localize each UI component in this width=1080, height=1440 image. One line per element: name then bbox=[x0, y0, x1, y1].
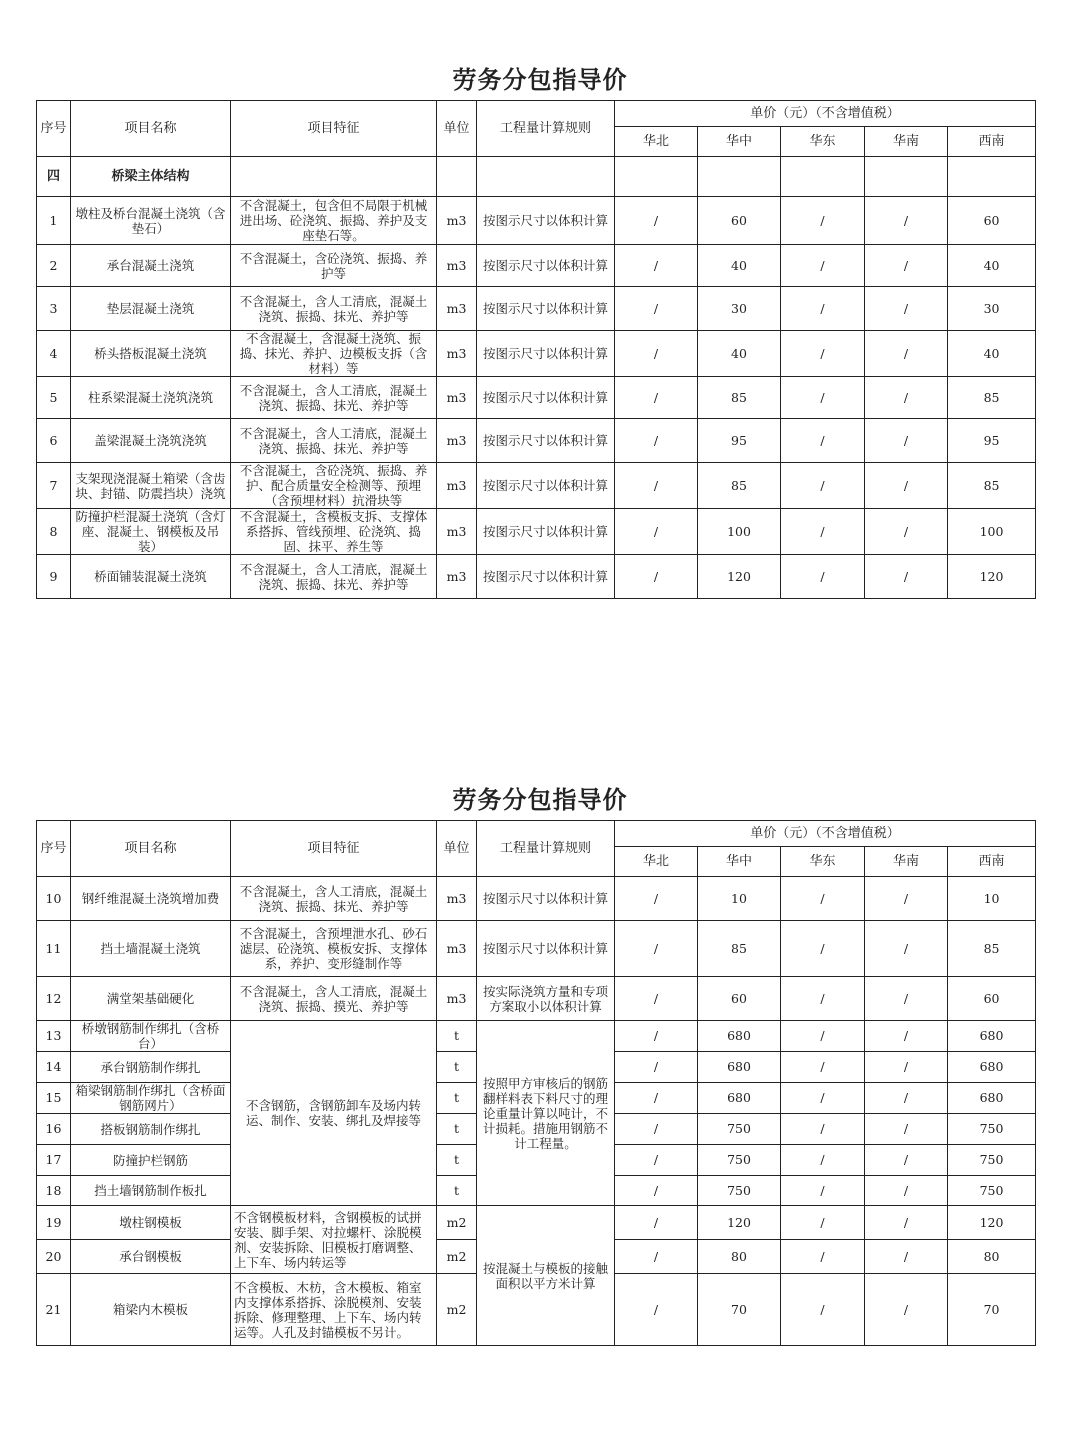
price-cell: / bbox=[615, 287, 698, 331]
rebar-rule: 按照甲方审核后的钢筋翻样料表下料尺寸的理论重量计算以吨计，不计损耗。措施用钢筋不计工程量。 bbox=[477, 1021, 615, 1206]
table-row bbox=[37, 287, 1036, 331]
price-cell: / bbox=[865, 921, 948, 977]
item-unit: t bbox=[437, 1021, 477, 1052]
row-no: 14 bbox=[37, 1052, 71, 1083]
price-cell: / bbox=[781, 1274, 865, 1346]
row-no: 17 bbox=[37, 1145, 71, 1176]
row-no: 12 bbox=[37, 977, 71, 1021]
row-no: 18 bbox=[37, 1176, 71, 1206]
price-cell: 40 bbox=[698, 331, 781, 377]
row-no: 3 bbox=[37, 287, 71, 331]
header-feature: 项目特征 bbox=[231, 821, 437, 877]
item-unit: m3 bbox=[437, 977, 477, 1021]
price-cell: / bbox=[615, 331, 698, 377]
table-row bbox=[37, 463, 1036, 509]
table-row bbox=[37, 921, 1036, 977]
header-unit: 单位 bbox=[437, 821, 477, 877]
price-cell: / bbox=[781, 555, 865, 599]
item-feature: 不含钢模板材料，含钢模板的试拼安装、脚手架、对拉螺杆、涂脱模剂、安装拆除、旧模板打磨调整、上下车、场内转运等 bbox=[231, 1206, 437, 1274]
item-unit: m3 bbox=[437, 921, 477, 977]
price-cell: / bbox=[615, 1176, 698, 1206]
item-name: 挡土墙混凝土浇筑 bbox=[71, 921, 231, 977]
header-region: 华中 bbox=[698, 127, 781, 157]
table-row bbox=[37, 197, 1036, 245]
item-name: 钢纤维混凝土浇筑增加费 bbox=[71, 877, 231, 921]
price-cell: / bbox=[781, 463, 865, 509]
price-cell: / bbox=[781, 1176, 865, 1206]
header-region: 华南 bbox=[865, 847, 948, 877]
price-cell: 85 bbox=[948, 921, 1036, 977]
price-cell: 60 bbox=[698, 197, 781, 245]
price-cell: 80 bbox=[948, 1240, 1036, 1274]
price-cell: / bbox=[865, 1052, 948, 1083]
price-cell: 30 bbox=[698, 287, 781, 331]
price-cell: / bbox=[615, 1114, 698, 1145]
price-cell: / bbox=[781, 921, 865, 977]
table-row bbox=[37, 331, 1036, 377]
row-no: 13 bbox=[37, 1021, 71, 1052]
price-cell: 120 bbox=[698, 1206, 781, 1240]
price-cell: / bbox=[865, 463, 948, 509]
header-region: 华南 bbox=[865, 127, 948, 157]
item-name: 搭板钢筋制作绑扎 bbox=[71, 1114, 231, 1145]
price-cell: 680 bbox=[948, 1052, 1036, 1083]
price-cell: / bbox=[865, 1176, 948, 1206]
price-cell: / bbox=[781, 1145, 865, 1176]
item-rule: 按图示尺寸以体积计算 bbox=[477, 877, 615, 921]
price-cell: / bbox=[781, 509, 865, 555]
price-cell: 10 bbox=[698, 877, 781, 921]
price-cell: / bbox=[865, 1083, 948, 1114]
item-feature: 不含混凝土，含人工清底，混凝土浇筑、振捣、抹光、养护等 bbox=[231, 555, 437, 599]
price-cell: / bbox=[615, 197, 698, 245]
price-cell: / bbox=[781, 1021, 865, 1052]
item-unit: m3 bbox=[437, 377, 477, 419]
price-cell: 85 bbox=[698, 377, 781, 419]
price-cell: 750 bbox=[948, 1145, 1036, 1176]
header-region: 华中 bbox=[698, 847, 781, 877]
price-cell: / bbox=[865, 555, 948, 599]
item-unit: m2 bbox=[437, 1274, 477, 1346]
row-no: 21 bbox=[37, 1274, 71, 1346]
item-name: 墩柱及桥台混凝土浇筑（含垫石） bbox=[71, 197, 231, 245]
price-cell: 120 bbox=[948, 1206, 1036, 1240]
price-cell: / bbox=[615, 555, 698, 599]
item-rule: 按图示尺寸以体积计算 bbox=[477, 287, 615, 331]
row-no: 9 bbox=[37, 555, 71, 599]
header-no: 序号 bbox=[37, 101, 71, 157]
price-cell: 100 bbox=[698, 509, 781, 555]
price-cell: / bbox=[865, 877, 948, 921]
price-cell: / bbox=[615, 1083, 698, 1114]
price-cell: / bbox=[615, 877, 698, 921]
item-unit: m3 bbox=[437, 509, 477, 555]
price-cell: 680 bbox=[698, 1052, 781, 1083]
price-cell: / bbox=[615, 921, 698, 977]
price-cell: 60 bbox=[948, 977, 1036, 1021]
price-cell: / bbox=[781, 377, 865, 419]
price-cell: / bbox=[781, 287, 865, 331]
row-no: 10 bbox=[37, 877, 71, 921]
header-name: 项目名称 bbox=[71, 821, 231, 877]
price-cell: / bbox=[865, 287, 948, 331]
item-name: 挡土墙钢筋制作板扎 bbox=[71, 1176, 231, 1206]
item-rule: 按图示尺寸以体积计算 bbox=[477, 377, 615, 419]
item-unit: m2 bbox=[437, 1206, 477, 1240]
row-no: 16 bbox=[37, 1114, 71, 1145]
item-unit: m3 bbox=[437, 877, 477, 921]
item-name: 桥墩钢筋制作绑扎（含桥台） bbox=[71, 1021, 231, 1052]
price-cell: / bbox=[781, 1114, 865, 1145]
price-cell: 680 bbox=[948, 1021, 1036, 1052]
row-no: 2 bbox=[37, 245, 71, 287]
price-cell: 680 bbox=[698, 1021, 781, 1052]
price-cell: / bbox=[865, 1240, 948, 1274]
section-name: 桥梁主体结构 bbox=[71, 157, 231, 197]
price-cell: / bbox=[781, 1240, 865, 1274]
item-name: 承台钢模板 bbox=[71, 1240, 231, 1274]
header-no: 序号 bbox=[37, 821, 71, 877]
price-cell: / bbox=[865, 509, 948, 555]
item-feature: 不含混凝土，含人工清底，混凝土浇筑、振捣、抹光、养护等 bbox=[231, 287, 437, 331]
item-name: 满堂架基础硬化 bbox=[71, 977, 231, 1021]
price-cell: / bbox=[615, 463, 698, 509]
item-name: 支架现浇混凝土箱梁（含齿块、封锚、防震挡块）浇筑 bbox=[71, 463, 231, 509]
price-cell: 85 bbox=[948, 463, 1036, 509]
price-cell: 680 bbox=[948, 1083, 1036, 1114]
item-feature: 不含混凝土，含人工清底，混凝土浇筑、振捣、抹光、养护等 bbox=[231, 877, 437, 921]
price-cell: 120 bbox=[948, 555, 1036, 599]
table-row bbox=[37, 1021, 1036, 1052]
rebar-feature: 不含钢筋，含钢筋卸车及场内转运、制作、安装、绑扎及焊接等 bbox=[231, 1021, 437, 1206]
item-feature: 不含混凝土，含人工清底，混凝土浇筑、振捣、摸光、养护等 bbox=[231, 977, 437, 1021]
price-cell: 40 bbox=[948, 245, 1036, 287]
header-region: 华北 bbox=[615, 127, 698, 157]
header-price-group: 单价（元）（不含增值税） bbox=[615, 821, 1036, 847]
item-unit: t bbox=[437, 1052, 477, 1083]
item-name: 墩柱钢模板 bbox=[71, 1206, 231, 1240]
item-rule: 按实际浇筑方量和专项方案取小以体积计算 bbox=[477, 977, 615, 1021]
row-no: 8 bbox=[37, 509, 71, 555]
price-cell: 85 bbox=[698, 921, 781, 977]
item-name: 柱系梁混凝土浇筑浇筑 bbox=[71, 377, 231, 419]
price-cell: / bbox=[615, 1021, 698, 1052]
price-table-1 bbox=[36, 100, 1036, 599]
header-price-group: 单价（元）（不含增值税） bbox=[615, 101, 1036, 127]
item-unit: m3 bbox=[437, 419, 477, 463]
price-cell: / bbox=[615, 245, 698, 287]
section-no: 四 bbox=[37, 157, 71, 197]
item-rule: 按图示尺寸以体积计算 bbox=[477, 555, 615, 599]
table-row bbox=[37, 377, 1036, 419]
item-unit: m3 bbox=[437, 245, 477, 287]
price-cell: / bbox=[781, 419, 865, 463]
item-unit: m3 bbox=[437, 287, 477, 331]
price-cell: / bbox=[781, 1083, 865, 1114]
row-no: 15 bbox=[37, 1083, 71, 1114]
header-feature: 项目特征 bbox=[231, 101, 437, 157]
price-cell: 10 bbox=[948, 877, 1036, 921]
table-row bbox=[37, 555, 1036, 599]
row-no: 5 bbox=[37, 377, 71, 419]
price-cell: 750 bbox=[948, 1176, 1036, 1206]
price-cell: / bbox=[615, 1052, 698, 1083]
header-region: 华东 bbox=[781, 847, 865, 877]
price-cell: 100 bbox=[948, 509, 1036, 555]
price-cell: / bbox=[865, 1206, 948, 1240]
price-cell: / bbox=[615, 1206, 698, 1240]
price-cell: / bbox=[865, 331, 948, 377]
price-cell: / bbox=[781, 977, 865, 1021]
table-row bbox=[37, 1206, 1036, 1240]
table-row bbox=[37, 977, 1036, 1021]
price-cell: 85 bbox=[948, 377, 1036, 419]
item-unit: t bbox=[437, 1083, 477, 1114]
price-cell: / bbox=[865, 245, 948, 287]
price-cell: / bbox=[615, 977, 698, 1021]
price-cell: / bbox=[865, 1114, 948, 1145]
item-name: 桥头搭板混凝土浇筑 bbox=[71, 331, 231, 377]
item-name: 盖梁混凝土浇筑浇筑 bbox=[71, 419, 231, 463]
price-table-2 bbox=[36, 820, 1036, 1346]
table-row bbox=[37, 245, 1036, 287]
item-feature: 不含混凝土，含预埋泄水孔、砂石滤层、砼浇筑、模板安拆、支撑体系，养护、变形缝制作等 bbox=[231, 921, 437, 977]
header-rule: 工程量计算规则 bbox=[477, 101, 615, 157]
item-feature: 不含混凝土，含人工清底，混凝土浇筑、振捣、抹光、养护等 bbox=[231, 377, 437, 419]
item-name: 垫层混凝土浇筑 bbox=[71, 287, 231, 331]
item-unit: m3 bbox=[437, 555, 477, 599]
price-cell: 750 bbox=[948, 1114, 1036, 1145]
price-cell: 85 bbox=[698, 463, 781, 509]
price-cell: 70 bbox=[698, 1274, 781, 1346]
header-name: 项目名称 bbox=[71, 101, 231, 157]
price-cell: / bbox=[781, 331, 865, 377]
item-rule: 按图示尺寸以体积计算 bbox=[477, 245, 615, 287]
item-name: 箱梁内木模板 bbox=[71, 1274, 231, 1346]
formwork-rule: 按混凝土与模板的接触面积以平方米计算 bbox=[477, 1206, 615, 1346]
price-cell: / bbox=[615, 419, 698, 463]
item-feature: 不含混凝土，含模板支拆、支撑体系搭拆、管线预埋、砼浇筑、捣固、抹平、养生等 bbox=[231, 509, 437, 555]
price-cell: / bbox=[615, 377, 698, 419]
price-cell: 750 bbox=[698, 1176, 781, 1206]
item-feature: 不含混凝土，含混凝土浇筑、振捣、抹光、养护、边模板支拆（含材料）等 bbox=[231, 331, 437, 377]
price-cell: / bbox=[865, 197, 948, 245]
page-title: 劳务分包指导价 bbox=[452, 65, 628, 94]
price-cell: / bbox=[865, 419, 948, 463]
item-unit: m2 bbox=[437, 1240, 477, 1274]
item-unit: t bbox=[437, 1176, 477, 1206]
item-unit: m3 bbox=[437, 331, 477, 377]
item-name: 承台混凝土浇筑 bbox=[71, 245, 231, 287]
item-rule: 按图示尺寸以体积计算 bbox=[477, 463, 615, 509]
price-cell: / bbox=[781, 877, 865, 921]
price-cell: 750 bbox=[698, 1145, 781, 1176]
price-cell: / bbox=[615, 1240, 698, 1274]
price-cell: / bbox=[781, 245, 865, 287]
item-unit: t bbox=[437, 1114, 477, 1145]
item-name: 承台钢筋制作绑扎 bbox=[71, 1052, 231, 1083]
table-row bbox=[37, 877, 1036, 921]
item-name: 防撞护栏混凝土浇筑（含灯座、混凝土、钢模板及吊装） bbox=[71, 509, 231, 555]
price-cell: / bbox=[781, 197, 865, 245]
page-title: 劳务分包指导价 bbox=[452, 785, 628, 814]
price-cell: 95 bbox=[698, 419, 781, 463]
row-no: 1 bbox=[37, 197, 71, 245]
price-cell: 750 bbox=[698, 1114, 781, 1145]
item-rule: 按图示尺寸以体积计算 bbox=[477, 509, 615, 555]
price-cell: 40 bbox=[698, 245, 781, 287]
price-cell: / bbox=[865, 1021, 948, 1052]
header-rule: 工程量计算规则 bbox=[477, 821, 615, 877]
item-unit: m3 bbox=[437, 463, 477, 509]
table-row bbox=[37, 419, 1036, 463]
item-rule: 按图示尺寸以体积计算 bbox=[477, 419, 615, 463]
item-unit: m3 bbox=[437, 197, 477, 245]
price-cell: 120 bbox=[698, 555, 781, 599]
row-no: 7 bbox=[37, 463, 71, 509]
header-region: 华东 bbox=[781, 127, 865, 157]
price-cell: 680 bbox=[698, 1083, 781, 1114]
price-cell: 95 bbox=[948, 419, 1036, 463]
price-cell: 70 bbox=[948, 1274, 1036, 1346]
price-cell: 80 bbox=[698, 1240, 781, 1274]
price-cell: / bbox=[781, 1052, 865, 1083]
item-rule: 按图示尺寸以体积计算 bbox=[477, 921, 615, 977]
item-name: 桥面铺装混凝土浇筑 bbox=[71, 555, 231, 599]
price-cell: 40 bbox=[948, 331, 1036, 377]
row-no: 19 bbox=[37, 1206, 71, 1240]
row-no: 11 bbox=[37, 921, 71, 977]
item-feature: 不含混凝土，包含但不局限于机械进出场、砼浇筑、振捣、养护及支座垫石等。 bbox=[231, 197, 437, 245]
price-cell: / bbox=[615, 1145, 698, 1176]
item-feature: 不含混凝土，含砼浇筑、振捣、养护等 bbox=[231, 245, 437, 287]
item-feature: 不含模板、木枋，含木模板、箱室内支撑体系搭拆、涂脱模剂、安装拆除、修理整理、上下车、场内转运等。人孔及封锚模板不另计。 bbox=[231, 1274, 437, 1346]
price-cell: / bbox=[865, 1145, 948, 1176]
price-cell: 60 bbox=[948, 197, 1036, 245]
price-cell: / bbox=[615, 509, 698, 555]
table-row bbox=[37, 509, 1036, 555]
price-cell: / bbox=[781, 1206, 865, 1240]
item-name: 防撞护栏钢筋 bbox=[71, 1145, 231, 1176]
price-cell: / bbox=[615, 1274, 698, 1346]
item-name: 箱梁钢筋制作绑扎（含桥面钢筋网片） bbox=[71, 1083, 231, 1114]
price-cell: 60 bbox=[698, 977, 781, 1021]
header-region: 西南 bbox=[948, 127, 1036, 157]
item-feature: 不含混凝土，含砼浇筑、振捣、养护、配合质量安全检测等、预埋（含预埋材料）抗滑块等 bbox=[231, 463, 437, 509]
section-row bbox=[37, 157, 1036, 197]
row-no: 20 bbox=[37, 1240, 71, 1274]
item-rule: 按图示尺寸以体积计算 bbox=[477, 331, 615, 377]
row-no: 6 bbox=[37, 419, 71, 463]
header-region: 华北 bbox=[615, 847, 698, 877]
price-cell: / bbox=[865, 377, 948, 419]
item-unit: t bbox=[437, 1145, 477, 1176]
item-feature: 不含混凝土，含人工清底，混凝土浇筑、振捣、抹光、养护等 bbox=[231, 419, 437, 463]
header-region: 西南 bbox=[948, 847, 1036, 877]
price-cell: / bbox=[865, 977, 948, 1021]
price-cell: / bbox=[865, 1274, 948, 1346]
item-rule: 按图示尺寸以体积计算 bbox=[477, 197, 615, 245]
header-unit: 单位 bbox=[437, 101, 477, 157]
row-no: 4 bbox=[37, 331, 71, 377]
price-cell: 30 bbox=[948, 287, 1036, 331]
